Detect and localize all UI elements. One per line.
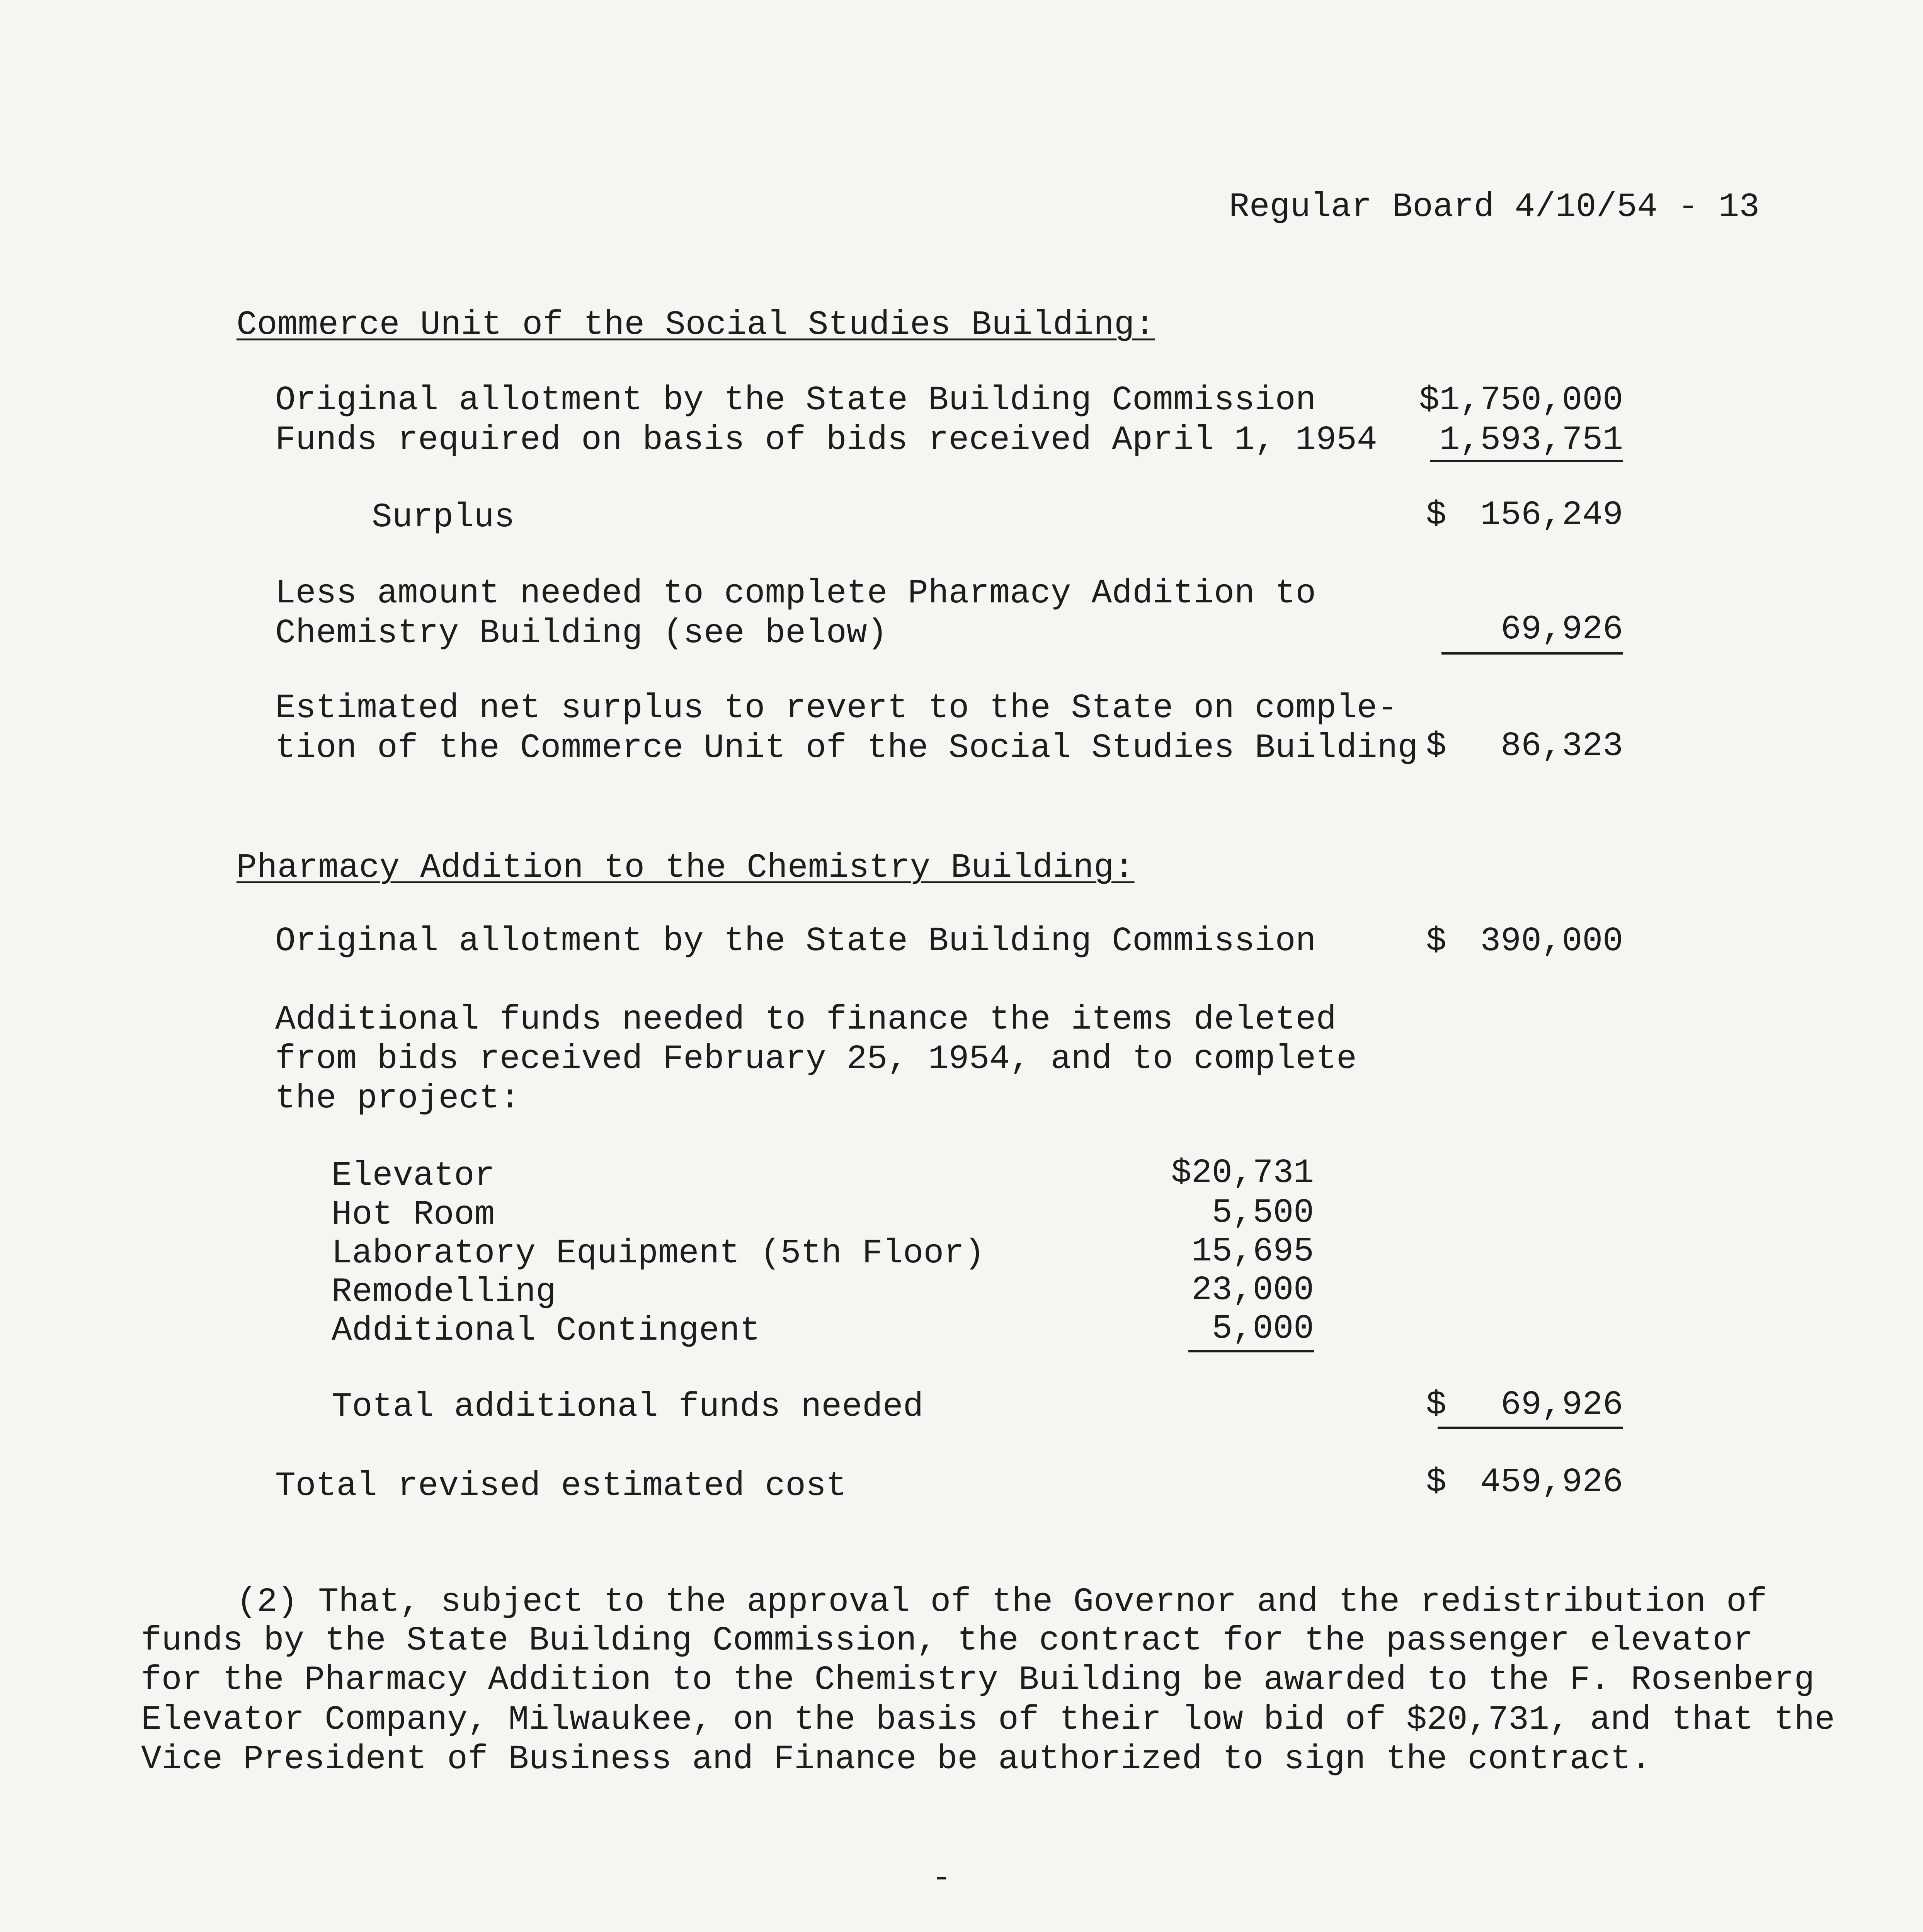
- pharmacy-original-value: 390,000: [1480, 922, 1623, 961]
- commerce-less-rule: [1441, 652, 1623, 655]
- paragraph-2-line2: funds by the State Building Commission, the contract for the passenger elevator: [141, 1622, 1753, 1660]
- items-subtotal-rule: [1188, 1350, 1314, 1352]
- item-value-lab-equipment: 15,695: [1191, 1233, 1314, 1271]
- item-value-elevator: $20,731: [1171, 1154, 1314, 1192]
- item-value-hot-room: 5,500: [1212, 1194, 1314, 1232]
- commerce-funds-label: Funds required on basis of bids received April 1, 1954: [275, 421, 1377, 459]
- section-divider-1: -: [931, 1859, 952, 1898]
- paragraph-2-line3: for the Pharmacy Addition to the Chemistry Building be awarded to the F. Rosenberg: [141, 1661, 1815, 1699]
- commerce-net-dollar: $: [1426, 727, 1447, 765]
- commerce-surplus-value: 156,249: [1480, 496, 1623, 534]
- commerce-net-line1: Estimated net surplus to revert to the State on comple-: [275, 689, 1398, 728]
- pharmacy-additional-line1: Additional funds needed to finance the items deleted: [275, 1001, 1337, 1039]
- paragraph-2-line5: Vice President of Business and Finance be authorized to sign the contract.: [141, 1740, 1651, 1779]
- item-label-hot-room: Hot Room: [332, 1196, 495, 1234]
- pharmacy-original-dollar: $: [1426, 922, 1447, 961]
- commerce-funds-rule: [1430, 460, 1623, 462]
- item-label-remodelling: Remodelling: [332, 1273, 556, 1311]
- commerce-less-line1: Less amount needed to complete Pharmacy Addition to: [275, 575, 1316, 613]
- total-revised-dollar: $: [1426, 1463, 1447, 1502]
- total-revised-value: 459,926: [1480, 1463, 1623, 1502]
- total-additional-rule: [1438, 1427, 1623, 1429]
- item-value-contingent: 5,000: [1212, 1310, 1314, 1348]
- total-additional-dollar: $: [1426, 1386, 1447, 1424]
- pharmacy-additional-line3: the project:: [275, 1080, 520, 1118]
- commerce-less-value: 69,926: [1501, 611, 1623, 649]
- item-label-elevator: Elevator: [332, 1157, 495, 1195]
- pharmacy-original-label: Original allotment by the State Building Commission: [275, 922, 1316, 961]
- commerce-heading: Commerce Unit of the Social Studies Building:: [237, 306, 1155, 344]
- page-header: Regular Board 4/10/54 - 13: [1229, 188, 1760, 226]
- pharmacy-additional-line2: from bids received February 25, 1954, and to complete: [275, 1040, 1357, 1078]
- paragraph-2-line4: Elevator Company, Milwaukee, on the basis of their low bid of $20,731, and that the: [141, 1701, 1835, 1739]
- commerce-funds-value: 1,593,751: [1439, 421, 1623, 459]
- commerce-surplus-label: Surplus: [372, 498, 515, 537]
- commerce-net-value: 86,323: [1501, 727, 1623, 765]
- commerce-less-line2: Chemistry Building (see below): [275, 614, 888, 653]
- total-additional-value: 69,926: [1501, 1386, 1623, 1424]
- item-label-contingent: Additional Contingent: [332, 1312, 760, 1350]
- commerce-net-line2: tion of the Commerce Unit of the Social Studies Building: [275, 729, 1418, 767]
- total-additional-label: Total additional funds needed: [332, 1388, 924, 1426]
- item-label-lab-equipment: Laboratory Equipment (5th Floor): [332, 1235, 985, 1273]
- commerce-surplus-dollar: $: [1426, 496, 1447, 534]
- paragraph-2-line1: (2) That, subject to the approval of the Governor and the redistribution of: [237, 1583, 1767, 1621]
- total-revised-label: Total revised estimated cost: [275, 1467, 847, 1505]
- item-value-remodelling: 23,000: [1191, 1271, 1314, 1310]
- commerce-original-label: Original allotment by the State Building Commission: [275, 381, 1316, 420]
- commerce-original-value: $1,750,000: [1419, 381, 1623, 420]
- pharmacy-heading: Pharmacy Addition to the Chemistry Building:: [237, 849, 1135, 887]
